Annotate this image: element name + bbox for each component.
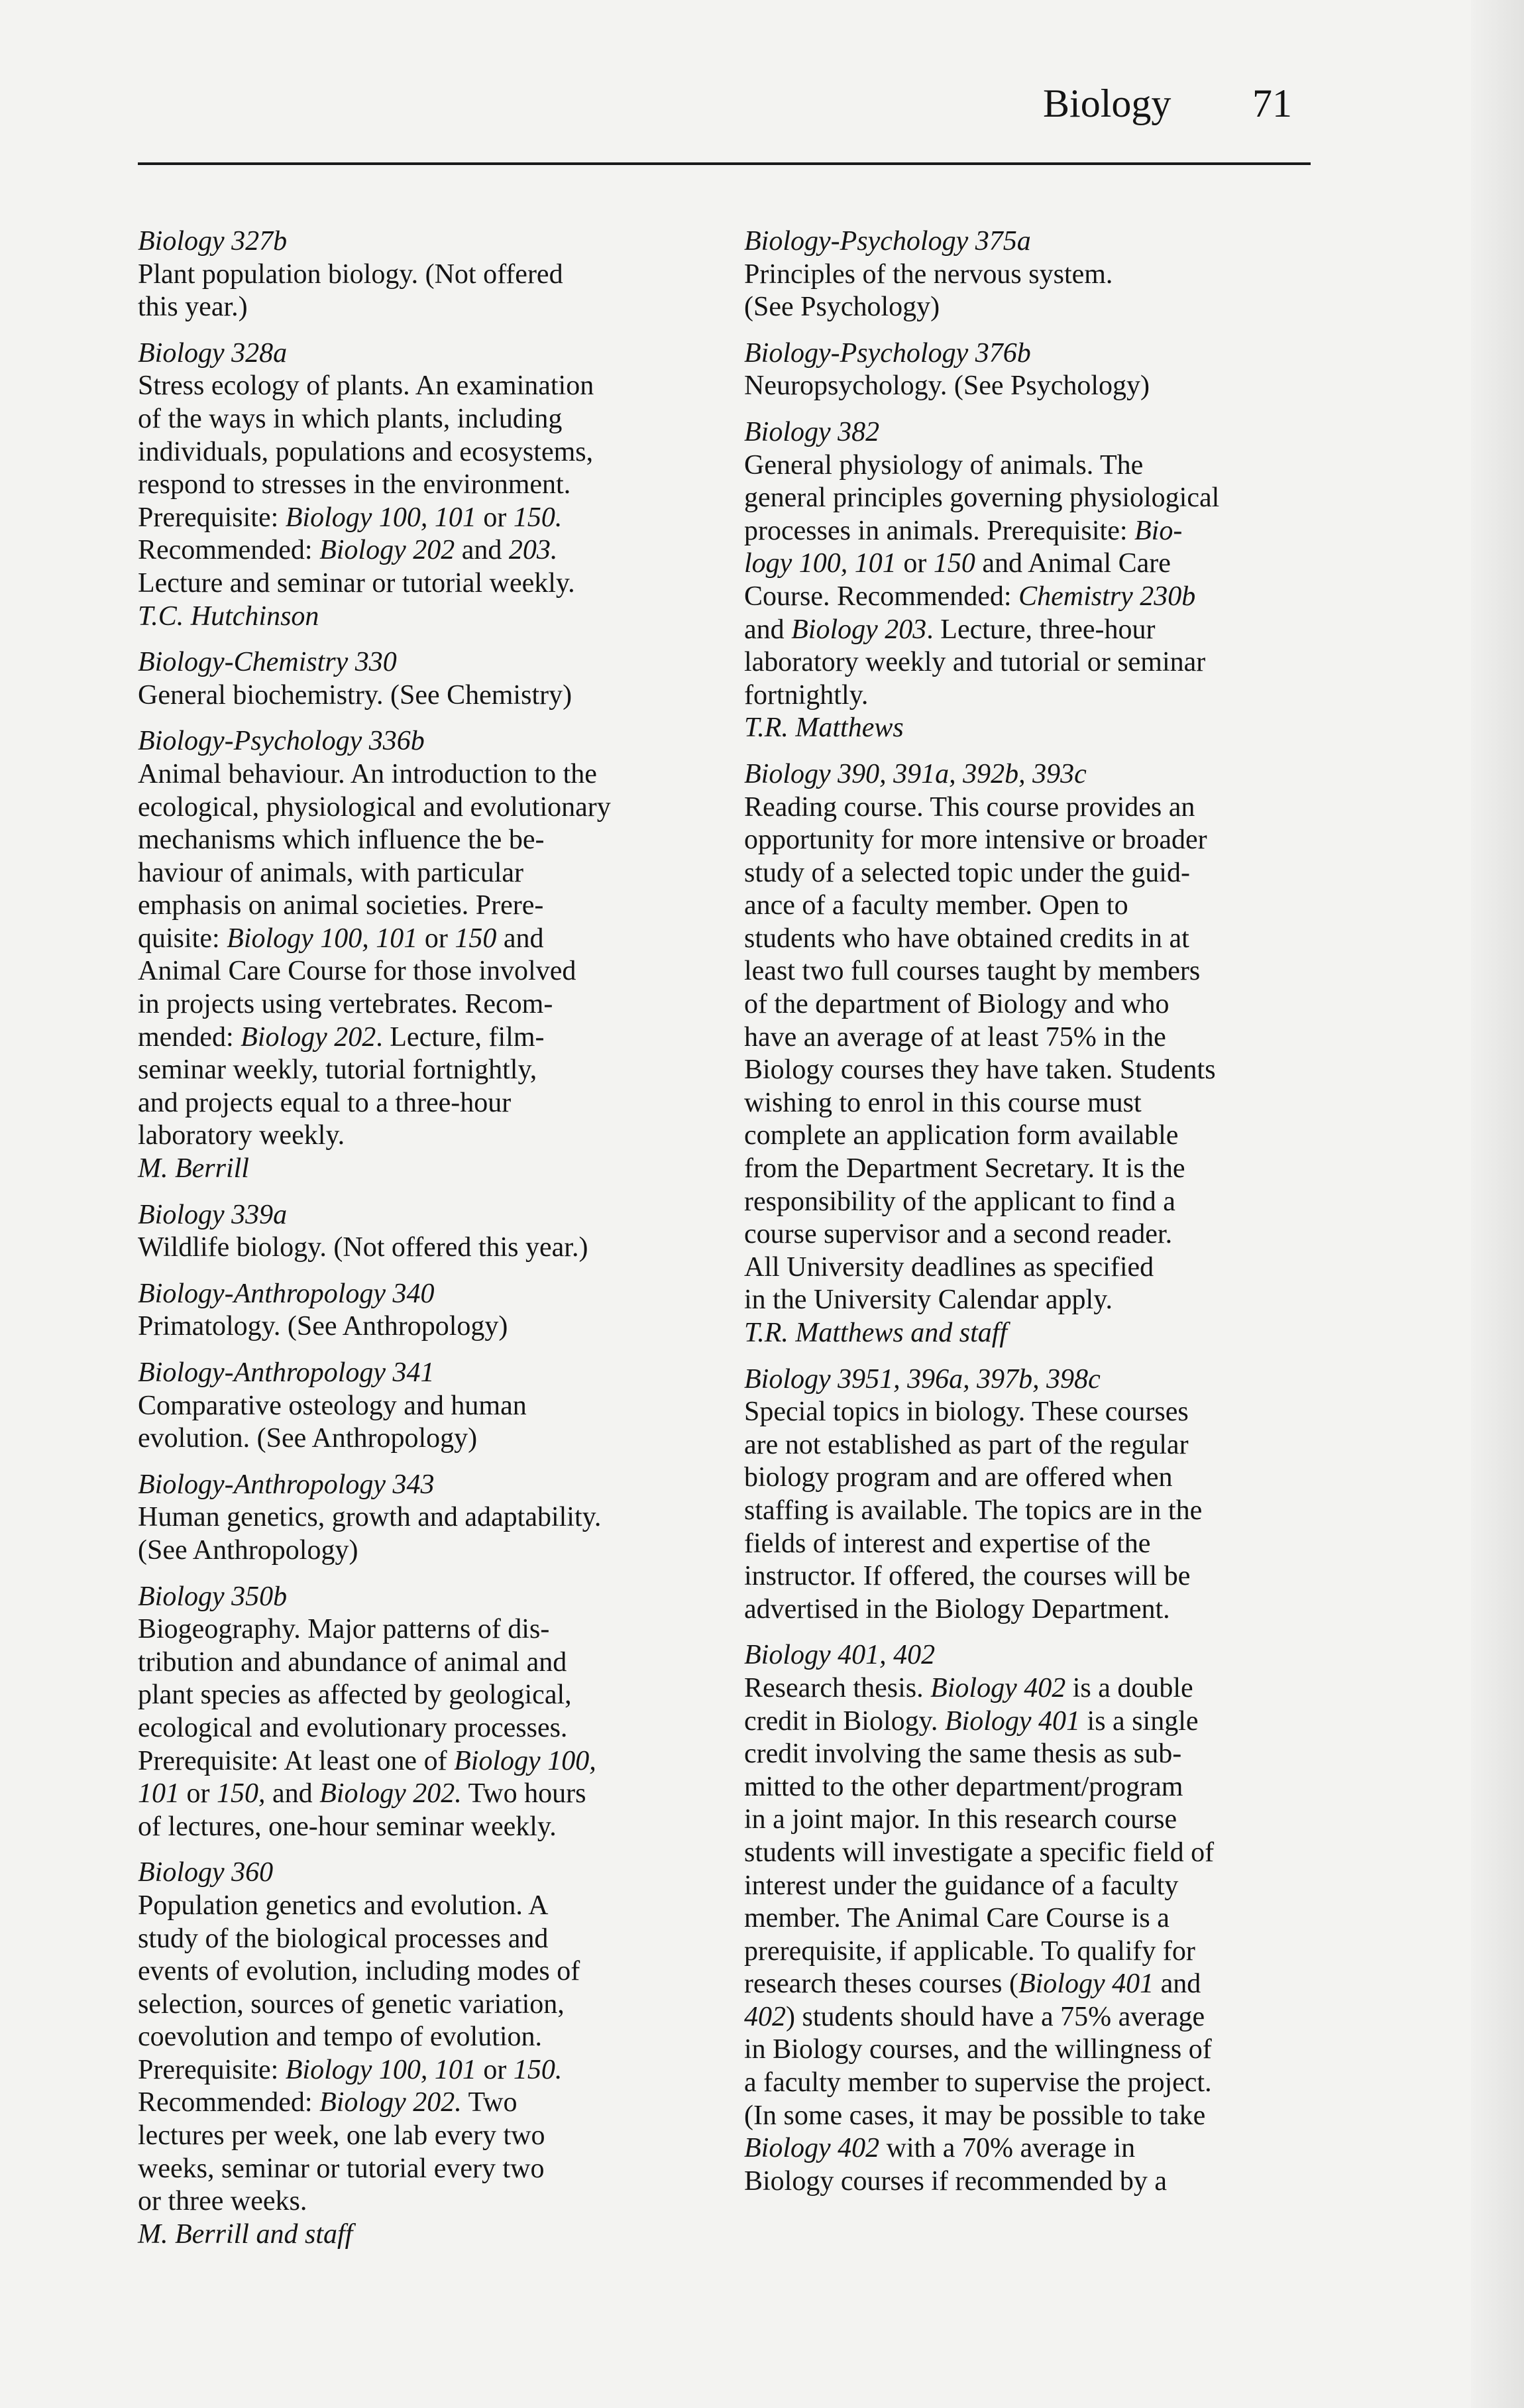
course-description xyxy=(138,1613,721,1843)
description-line: are not established as part of the regular xyxy=(744,1429,1189,1460)
description-line: Prerequisite: At least one of Biology 100, xyxy=(138,1745,596,1776)
description-line: biology program and are offered when xyxy=(744,1462,1173,1493)
description-line: lectures per week, one lab every two xyxy=(138,2120,545,2151)
course-description xyxy=(138,1310,721,1344)
description-line: in the University Calendar apply. xyxy=(744,1285,1113,1316)
course-entry xyxy=(138,1357,721,1456)
course-entry xyxy=(138,1469,721,1568)
description-line: Wildlife biology. (Not offered this year.) xyxy=(138,1232,588,1263)
description-line: Biology 402 with a 70% average in xyxy=(744,2133,1136,2164)
description-line: (See Psychology) xyxy=(744,292,940,323)
course-instructor: T.R. Matthews xyxy=(744,713,904,744)
description-line: study of a selected topic under the guid- xyxy=(744,857,1190,888)
description-line: of lectures, one-hour seminar weekly. xyxy=(138,1811,557,1842)
description-line: (In some cases, it may be possible to take xyxy=(744,2100,1206,2131)
course-description xyxy=(138,258,721,324)
course-description xyxy=(138,1890,721,2218)
course-description xyxy=(744,791,1327,1318)
description-line: evolution. (See Anthropology) xyxy=(138,1423,478,1454)
description-line: General physiology of animals. The xyxy=(744,449,1144,481)
course-title: Biology-Psychology 336b xyxy=(138,726,425,757)
course-title: Biology-Anthropology 341 xyxy=(138,1357,435,1388)
description-line: in Biology courses, and the willingness of xyxy=(744,2034,1212,2065)
description-line: prerequisite, if applicable. To qualify for xyxy=(744,1935,1195,1967)
description-line: general principles governing physiological xyxy=(744,483,1220,514)
description-line: Animal Care Course for those involved xyxy=(138,956,576,987)
course-title: Biology-Psychology 376b xyxy=(744,337,1031,369)
page-edge-shadow xyxy=(1471,0,1524,2408)
header-rule xyxy=(138,162,1311,165)
description-line: laboratory weekly and tutorial or seminar xyxy=(744,647,1206,678)
description-line: (See Anthropology) xyxy=(138,1534,358,1566)
description-line: selection, sources of genetic variation, xyxy=(138,1988,565,2020)
description-line: Population genetics and evolution. A xyxy=(138,1890,549,1921)
course-entry xyxy=(744,758,1327,1350)
description-line: 101 or 150, and Biology 202. Two hours xyxy=(138,1778,586,1809)
course-title: Biology-Chemistry 330 xyxy=(138,647,397,678)
course-entry xyxy=(138,1199,721,1265)
course-description xyxy=(138,1390,721,1456)
course-title: Biology 327b xyxy=(138,226,288,257)
description-line: research theses courses (Biology 401 and xyxy=(744,1969,1201,2000)
description-line: Stress ecology of plants. An examination xyxy=(138,371,594,402)
description-line: Principles of the nervous system. xyxy=(744,258,1113,290)
description-line: coevolution and tempo of evolution. xyxy=(138,2022,543,2053)
description-line: Prerequisite: Biology 100, 101 or 150. xyxy=(138,2054,563,2085)
description-line: have an average of at least 75% in the xyxy=(744,1021,1166,1053)
course-title: Biology-Psychology 375a xyxy=(744,226,1031,257)
course-entry xyxy=(138,225,721,324)
description-line: quisite: Biology 100, 101 or 150 and xyxy=(138,923,544,954)
course-title: Biology 401, 402 xyxy=(744,1640,936,1671)
course-description xyxy=(138,1232,721,1265)
description-line: of the ways in which plants, including xyxy=(138,403,563,434)
course-instructor: T.R. Matthews and staff xyxy=(744,1318,1008,1348)
course-title: Biology 360 xyxy=(138,1857,274,1888)
description-line: of the department of Biology and who xyxy=(744,989,1170,1020)
description-line: credit in Biology. Biology 401 is a single xyxy=(744,1705,1199,1737)
description-line: complete an application form available xyxy=(744,1120,1179,1151)
description-line: ecological, physiological and evolutionary xyxy=(138,791,611,823)
description-line: Neuropsychology. (See Psychology) xyxy=(744,371,1150,402)
description-line: in projects using vertebrates. Recom- xyxy=(138,989,553,1020)
description-line: Animal behaviour. An introduction to the xyxy=(138,758,597,789)
course-instructor: M. Berrill xyxy=(138,1153,249,1184)
description-line: Primatology. (See Anthropology) xyxy=(138,1311,508,1342)
description-line: Course. Recommended: Chemistry 230b xyxy=(744,581,1196,612)
description-line: General biochemistry. (See Chemistry) xyxy=(138,679,572,711)
description-line: ecological and evolutionary processes. xyxy=(138,1712,568,1743)
course-entry xyxy=(744,337,1327,403)
description-line: emphasis on animal societies. Prere- xyxy=(138,890,544,921)
description-line: opportunity for more intensive or broader xyxy=(744,825,1207,856)
description-line: tribution and abundance of animal and xyxy=(138,1646,567,1678)
description-line: Special topics in biology. These courses xyxy=(744,1397,1189,1428)
description-line: events of evolution, including modes of xyxy=(138,1956,580,1987)
description-line: a faculty member to supervise the project. xyxy=(744,2067,1212,2098)
description-line: wishing to enrol in this course must xyxy=(744,1087,1142,1118)
description-line: and Biology 203. Lecture, three-hour xyxy=(744,614,1156,645)
description-line: Comparative osteology and human xyxy=(138,1390,527,1421)
course-entry xyxy=(138,646,721,712)
description-line: ance of a faculty member. Open to xyxy=(744,890,1128,921)
description-line: member. The Animal Care Course is a xyxy=(744,1903,1170,1934)
course-title: Biology-Anthropology 343 xyxy=(138,1469,435,1500)
course-description xyxy=(138,758,721,1153)
description-line: seminar weekly, tutorial fortnightly, xyxy=(138,1055,537,1086)
description-line: Recommended: Biology 202 and 203. xyxy=(138,535,558,566)
description-line: this year.) xyxy=(138,292,248,323)
description-line: All University deadlines as specified xyxy=(744,1251,1154,1283)
description-line: Plant population biology. (Not offered xyxy=(138,258,563,290)
course-entry xyxy=(138,725,721,1185)
description-line: Biology courses they have taken. Students xyxy=(744,1055,1216,1086)
course-title: Biology 390, 391a, 392b, 393c xyxy=(744,758,1087,789)
course-title: Biology-Anthropology 340 xyxy=(138,1278,435,1309)
description-line: in a joint major. In this research course xyxy=(744,1804,1177,1835)
description-line: mitted to the other department/program xyxy=(744,1771,1183,1802)
description-line: Biogeography. Major patterns of dis- xyxy=(138,1614,550,1645)
description-line: fortnightly. xyxy=(744,679,869,711)
description-line: staffing is available. The topics are in the xyxy=(744,1495,1203,1526)
description-line: course supervisor and a second reader. xyxy=(744,1219,1173,1250)
description-line: students who have obtained credits in at xyxy=(744,923,1189,954)
description-line: and projects equal to a three-hour xyxy=(138,1087,512,1118)
description-line: processes in animals. Prerequisite: Bio- xyxy=(744,515,1183,546)
description-line: Biology courses if recommended by a xyxy=(744,2165,1167,2197)
description-line: credit involving the same thesis as sub- xyxy=(744,1739,1182,1770)
course-description xyxy=(744,370,1327,403)
course-entry xyxy=(744,1363,1327,1627)
course-description xyxy=(744,258,1327,324)
course-title: Biology 382 xyxy=(744,416,880,447)
course-entry xyxy=(744,225,1327,324)
section-title: Biology xyxy=(1043,82,1171,125)
course-title: Biology 350b xyxy=(138,1581,288,1612)
course-entry xyxy=(138,1857,721,2251)
description-line: fields of interest and expertise of the xyxy=(744,1528,1151,1559)
course-title: Biology 3951, 396a, 397b, 398c xyxy=(744,1363,1101,1395)
description-line: instructor. If offered, the courses will be xyxy=(744,1561,1191,1592)
description-line: Reading course. This course provides an xyxy=(744,791,1195,823)
course-entry xyxy=(138,1278,721,1344)
description-line: mechanisms which influence the be- xyxy=(138,825,545,856)
course-description xyxy=(138,370,721,600)
description-line: haviour of animals, with particular xyxy=(138,857,523,888)
left-column xyxy=(138,225,721,2264)
course-description xyxy=(744,1672,1327,2199)
description-line: plant species as affected by geological, xyxy=(138,1680,572,1711)
course-entry xyxy=(744,1639,1327,2198)
course-instructor: T.C. Hutchinson xyxy=(138,601,319,632)
description-line: study of the biological processes and xyxy=(138,1923,549,1954)
course-description xyxy=(744,1396,1327,1626)
description-line: or three weeks. xyxy=(138,2186,307,2217)
course-entry xyxy=(138,1581,721,1844)
course-title: Biology 328a xyxy=(138,337,288,369)
course-instructor: M. Berrill and staff xyxy=(138,2218,353,2250)
right-column xyxy=(744,225,1327,2211)
description-line: from the Department Secretary. It is the xyxy=(744,1153,1185,1184)
page-number: 71 xyxy=(1252,82,1292,125)
description-line: weeks, seminar or tutorial every two xyxy=(138,2153,545,2184)
description-line: mended: Biology 202. Lecture, film- xyxy=(138,1021,545,1053)
description-line: Lecture and seminar or tutorial weekly. xyxy=(138,567,575,599)
description-line: students will investigate a specific field of xyxy=(744,1837,1215,1868)
description-line: least two full courses taught by members xyxy=(744,956,1201,987)
description-line: logy 100, 101 or 150 and Animal Care xyxy=(744,548,1171,579)
description-line: Prerequisite: Biology 100, 101 or 150. xyxy=(138,502,563,533)
description-line: respond to stresses in the environment. xyxy=(138,469,571,500)
course-entry xyxy=(744,416,1327,745)
description-line: Human genetics, growth and adaptability. xyxy=(138,1502,602,1533)
description-line: advertised in the Biology Department. xyxy=(744,1593,1170,1625)
description-line: Research thesis. Biology 402 is a double xyxy=(744,1672,1193,1703)
description-line: Recommended: Biology 202. Two xyxy=(138,2087,517,2118)
course-description xyxy=(138,1501,721,1567)
description-line: responsibility of the applicant to find a xyxy=(744,1186,1175,1217)
description-line: individuals, populations and ecosystems, xyxy=(138,436,594,467)
course-entry xyxy=(138,337,721,633)
description-line: 402) students should have a 75% average xyxy=(744,2001,1205,2032)
course-description xyxy=(744,449,1327,713)
course-description xyxy=(138,679,721,713)
description-line: laboratory weekly. xyxy=(138,1120,345,1151)
description-line: interest under the guidance of a faculty xyxy=(744,1870,1179,1901)
course-title: Biology 339a xyxy=(138,1199,288,1230)
